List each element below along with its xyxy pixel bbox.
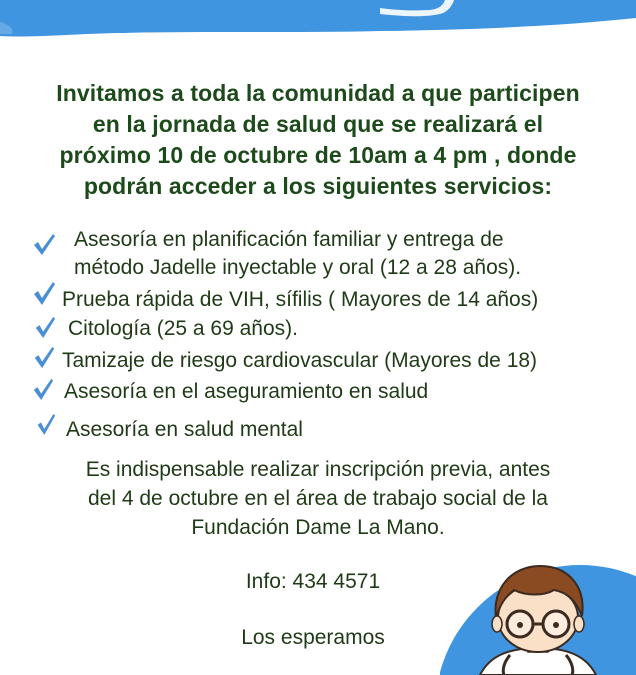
checkmark-icon [32,232,56,256]
service-item: Citología (25 a 69 años). [68,317,298,340]
intro-line: podrán acceder a los siguientes servicios: [83,173,553,199]
service-item: Tamizaje de riesgo cardiovascular (Mayores de 18) [62,349,538,372]
checkmark-icon [34,315,56,339]
closing-text: Los esperamos [241,626,385,649]
service-item: Prueba rápida de VIH, sífilis ( Mayores de 14 años) [62,288,539,311]
service-item: Asesoría en salud mental [66,418,303,441]
checkmark-icon [32,280,56,306]
doctor-illustration [440,560,636,675]
intro-line: próximo 10 de octubre de 10am a 4 pm , donde [59,142,577,168]
service-item: Asesoría en el aseguramiento en salud [64,380,429,403]
checkmark-icon [32,345,56,369]
top-banner [0,0,636,40]
intro-line: en la jornada de salud que se realizará el [92,111,544,137]
intro-line: Invitamos a toda la comunidad a que participen [56,80,580,106]
info-phone: Info: 434 4571 [245,570,381,593]
checkmark-icon [36,410,56,438]
intro-paragraph [0,78,636,202]
registration-note: Es indispensable realizar inscripción previa, antes del 4 de octubre en el área de trabajo social de la Fundación Dame La Mano. [85,458,551,539]
service-item: Asesoría en planificación familiar y entrega de método Jadelle inyectable y oral (12 a 28 años). [74,228,522,279]
checkmark-icon [32,376,54,402]
